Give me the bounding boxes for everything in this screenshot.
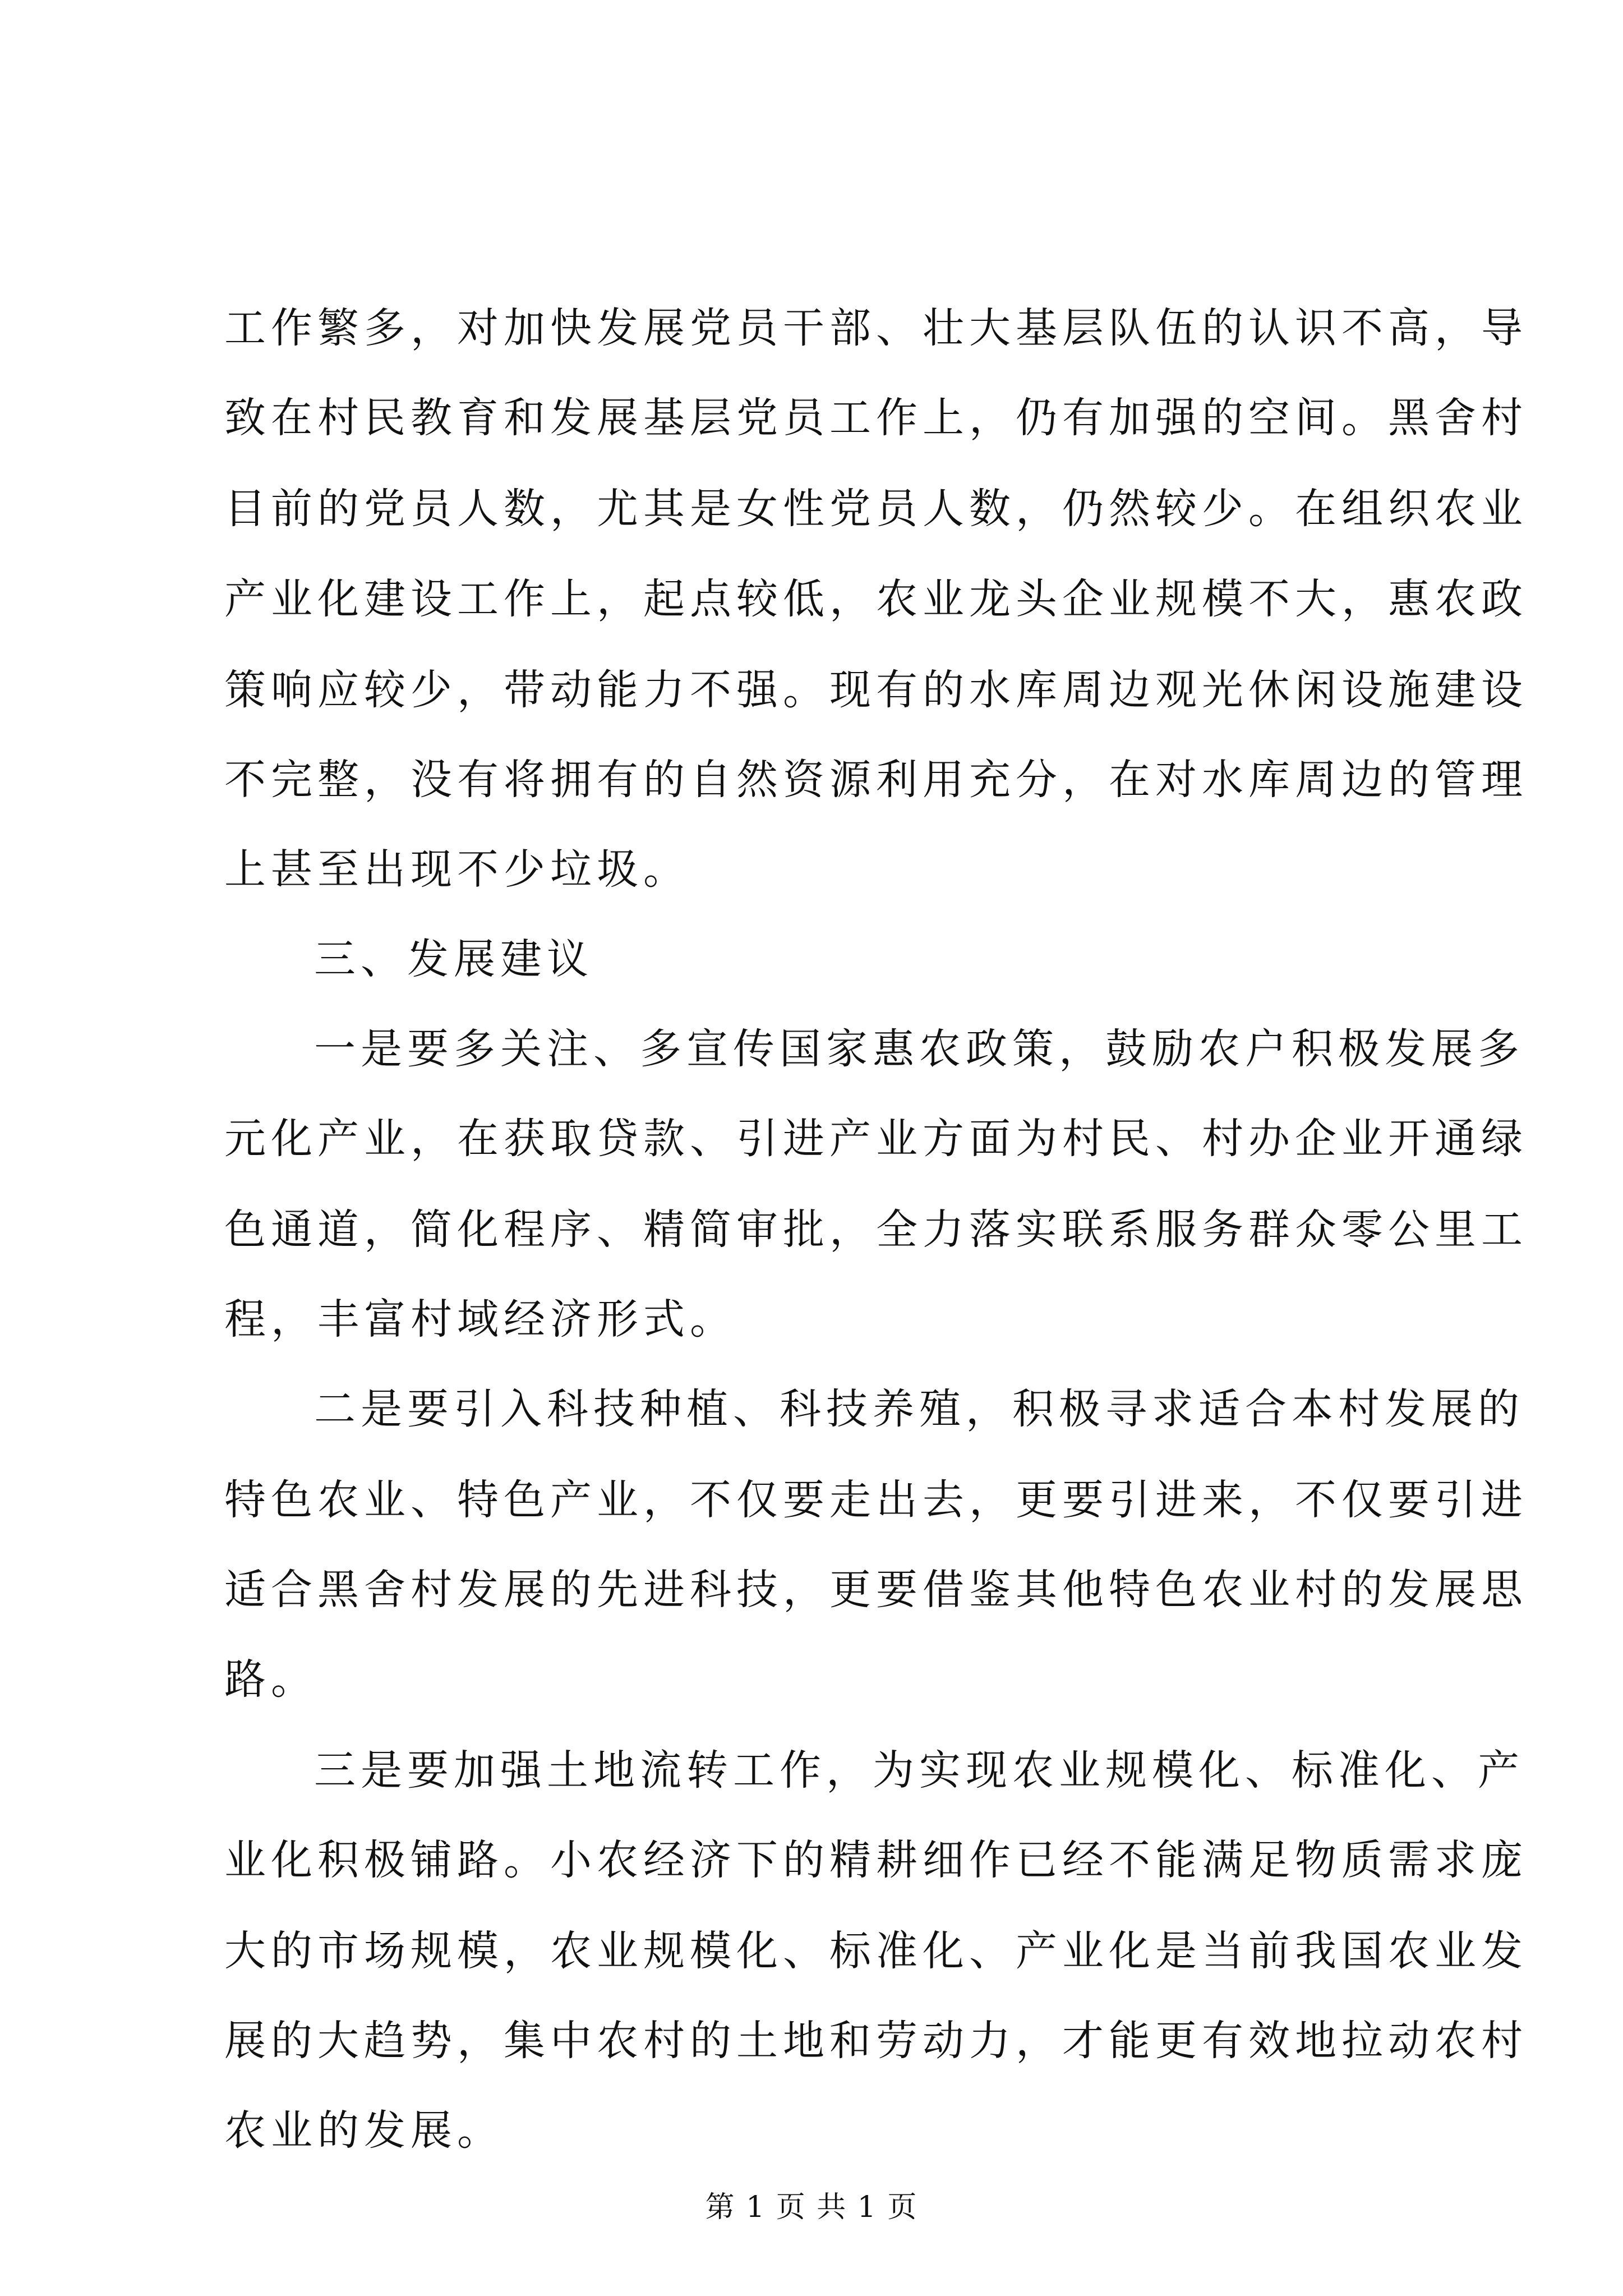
page-footer: 第 1 页 共 1 页: [705, 2191, 918, 2224]
document-page: 工作繁多，对加快发展党员干部、壮大基层队伍的认识不高，导 致在村民教育和发展基层党员工作上，仍有加强的空间。黑舍村 目前的党员人数，尤其是女性党员人数，仍然较少。在组织农业 产业化建设工作上，起点较低，农业龙头企业规模不大，惠农政 策响应较少，带动能力不强。现有的水库周边观光休闲设施建设 不完整，没有将拥有的自然资源利用充分，在对水库周边的管理 上甚至出现不少垃圾。 三、发展建议 一是要多关注、多宣传国家惠农政策，鼓励农户积极发展多 元化产业，在获取贷款、引进产业方面为村民、村办企业开通绿 色通道，简化程序、精简审批，全力落实联系服务群众零公里工 程，丰富村域经济形式。 二是要引入科技种植、科技养殖，积极寻求适合本村发展的 特色农业、特色产业，不仅要走出去，更要引进来，不仅要引进 适合黑舍村发展的先进科技，更要借鉴其他特色农业村的发展思 路。 三是要加强土地流转工作，为实现农业规模化、标准化、产 业化积极铺路。小农经济下的精耕细作已经不能满足物质需求庞 大的市场规模，农业规模化、标准化、产业化是当前我国农业发 展的大趋势，集中农村的土地和劳动力，才能更有效地拉动农村 农业的发展。 第 1 页 共 1 页: [0, 0, 1623, 2296]
